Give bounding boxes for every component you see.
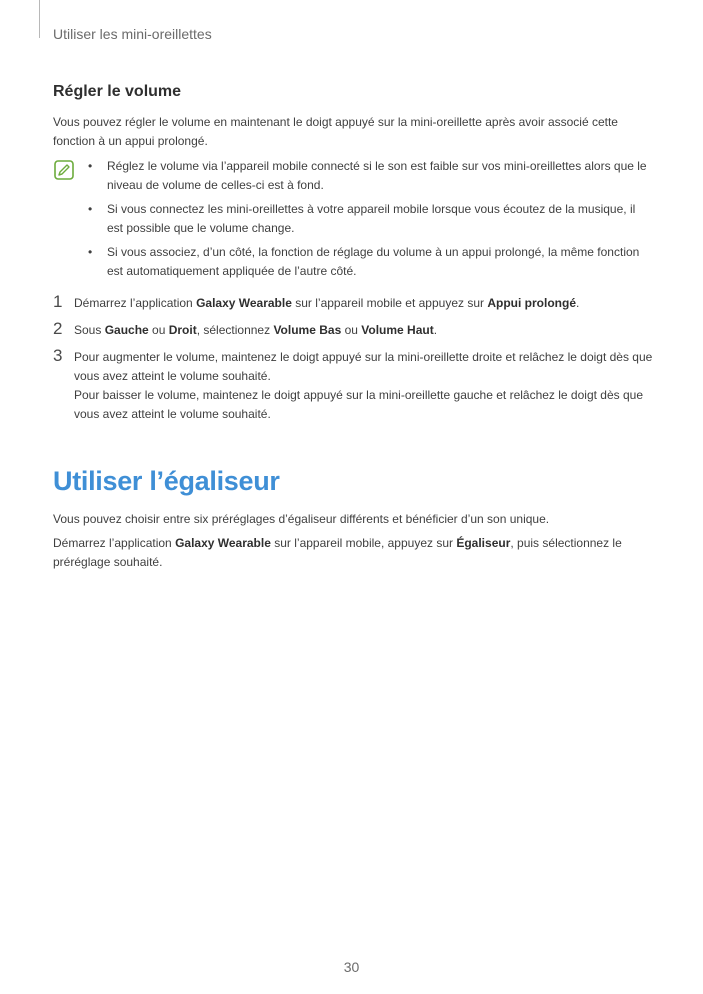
menu-option: Gauche (104, 323, 149, 337)
note-text: Réglez le volume via l’appareil mobile connecté si le son est faible sur vos mini-oreillettes alors que le niveau de volume de celles-ci est à fond. (107, 159, 647, 192)
step-text: ou (341, 323, 362, 337)
note-item: • Réglez le volume via l’appareil mobile connecté si le son est faible sur vos mini-oreillettes alors que le niveau de volume de celles-ci est à fond. (88, 159, 647, 192)
menu-option: Volume Haut (361, 323, 434, 337)
menu-option: Droit (168, 323, 197, 337)
step-text: . (433, 323, 438, 337)
page-header: Utiliser les mini-oreillettes (53, 26, 212, 42)
app-name: Galaxy Wearable (196, 296, 292, 310)
step-number: 2 (53, 319, 63, 338)
step-3 (53, 348, 653, 424)
step-text: Démarrez l’application (74, 296, 197, 310)
margin-rule (39, 0, 40, 38)
step-text: sur l’appareil mobile et appuyez sur (291, 296, 488, 310)
step-text: ou (148, 323, 169, 337)
equalizer-intro: Vous pouvez choisir entre six préréglages d’égaliseur différents et bénéficier d’un son unique. (53, 512, 550, 526)
step-number: 1 (53, 292, 63, 311)
app-name: Galaxy Wearable (175, 536, 271, 550)
step-text: Pour augmenter le volume, maintenez le doigt appuyé sur la mini-oreillette droite et relâchez le doigt dès que vous avez atteint le volume souhaité. (74, 350, 653, 383)
step-list (53, 294, 653, 432)
step-number: 3 (53, 346, 63, 365)
section-heading-equalizer: Utiliser l’égaliseur (53, 466, 280, 496)
instruction-text: Démarrez l’application (53, 536, 176, 550)
note-pencil-icon (54, 160, 74, 180)
section-heading-volume: Régler le volume (53, 83, 182, 100)
equalizer-instructions (53, 534, 653, 572)
note-list (88, 157, 653, 286)
volume-intro: Vous pouvez régler le volume en maintenant le doigt appuyé sur la mini-oreillette après avoir associé cette fonction à un appui prolongé. (53, 115, 618, 148)
menu-option: Volume Bas (273, 323, 342, 337)
note-text: Si vous connectez les mini-oreillettes à votre appareil mobile lorsque vous écoutez de la musique, il est possible que le volume change. (107, 202, 636, 235)
step-1 (53, 294, 653, 313)
menu-option: Appui prolongé (487, 296, 576, 310)
instruction-text: , puis sélectionnez le préréglage souhaité. (53, 536, 622, 569)
step-text: Pour baisser le volume, maintenez le doigt appuyé sur la mini-oreillette gauche et relâchez le doigt dès que vous avez atteint le volume souhaité. (74, 388, 643, 421)
note-item: • Si vous connectez les mini-oreillettes à votre appareil mobile lorsque vous écoutez de la musique, il est possible que le volume change. (88, 202, 636, 235)
note-text: Si vous associez, d’un côté, la fonction de réglage du volume à un appui prolongé, la même fonction est automatiquement appliquée de l’autre côté. (107, 245, 640, 278)
menu-option: Égaliseur (456, 536, 511, 550)
note-item: • Si vous associez, d’un côté, la fonction de réglage du volume à un appui prolongé, la même fonction est automatiquement appliquée de l’autre côté. (88, 245, 640, 278)
step-text: , sélectionnez (196, 323, 274, 337)
step-text: Sous (74, 323, 105, 337)
step-text: . (576, 296, 580, 310)
instruction-text: sur l’appareil mobile, appuyez sur (270, 536, 457, 550)
step-2 (53, 321, 653, 340)
page-number: 30 (343, 959, 360, 975)
